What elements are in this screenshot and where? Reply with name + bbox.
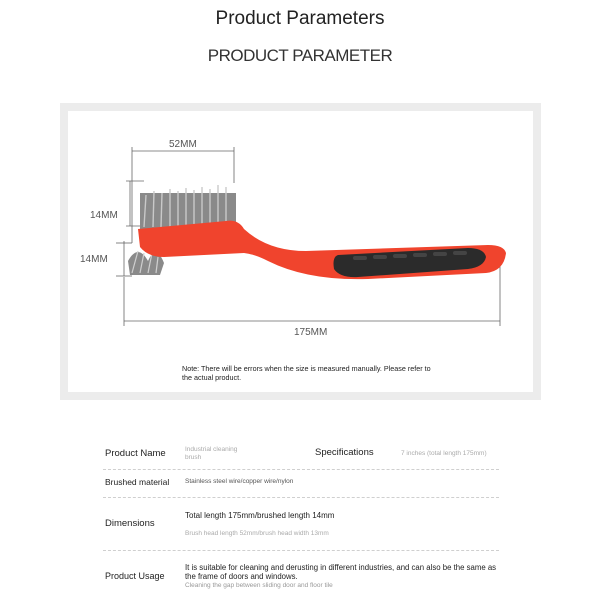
usage-value: It is suitable for cleaning and derusting in different industries, and can also be the same as the frame of doors and windows. (185, 563, 497, 581)
dimensions-value: Total length 175mm/brushed length 14mm (185, 511, 335, 520)
brushed-material-value: Stainless steel wire/copper wire/nylon (185, 478, 294, 485)
divider (103, 497, 499, 498)
usage-detail: Cleaning the gap between sliding door and floor tile (185, 582, 333, 589)
product-photo-frame (60, 103, 541, 400)
page-subtitle: PRODUCT PARAMETER (207, 46, 393, 65)
bristle-height-label: 14MM (90, 210, 118, 221)
dimensions-label: Dimensions (105, 518, 155, 529)
specifications-label: Specifications (315, 447, 374, 458)
brush-diagram (68, 111, 533, 392)
divider (103, 469, 499, 470)
dimensions-detail: Brush head length 52mm/brush head width 13mm (185, 530, 329, 537)
product-name-value: Industrial cleaning brush (185, 446, 238, 461)
product-photo (68, 111, 533, 392)
specifications-value: 7 inches (total length 175mm) (401, 450, 487, 457)
page-title: Product Parameters (215, 8, 385, 29)
product-name-label: Product Name (105, 448, 166, 459)
divider (103, 550, 499, 551)
measurement-note: Note: There will be errors when the size is measured manually. Please refer to the actual product. (182, 364, 431, 382)
head-height-label: 14MM (80, 254, 108, 265)
width-dimension-label: 52MM (169, 139, 197, 150)
usage-label: Product Usage (105, 571, 165, 581)
brushed-material-label: Brushed material (105, 477, 170, 487)
total-length-label: 175MM (294, 327, 328, 338)
